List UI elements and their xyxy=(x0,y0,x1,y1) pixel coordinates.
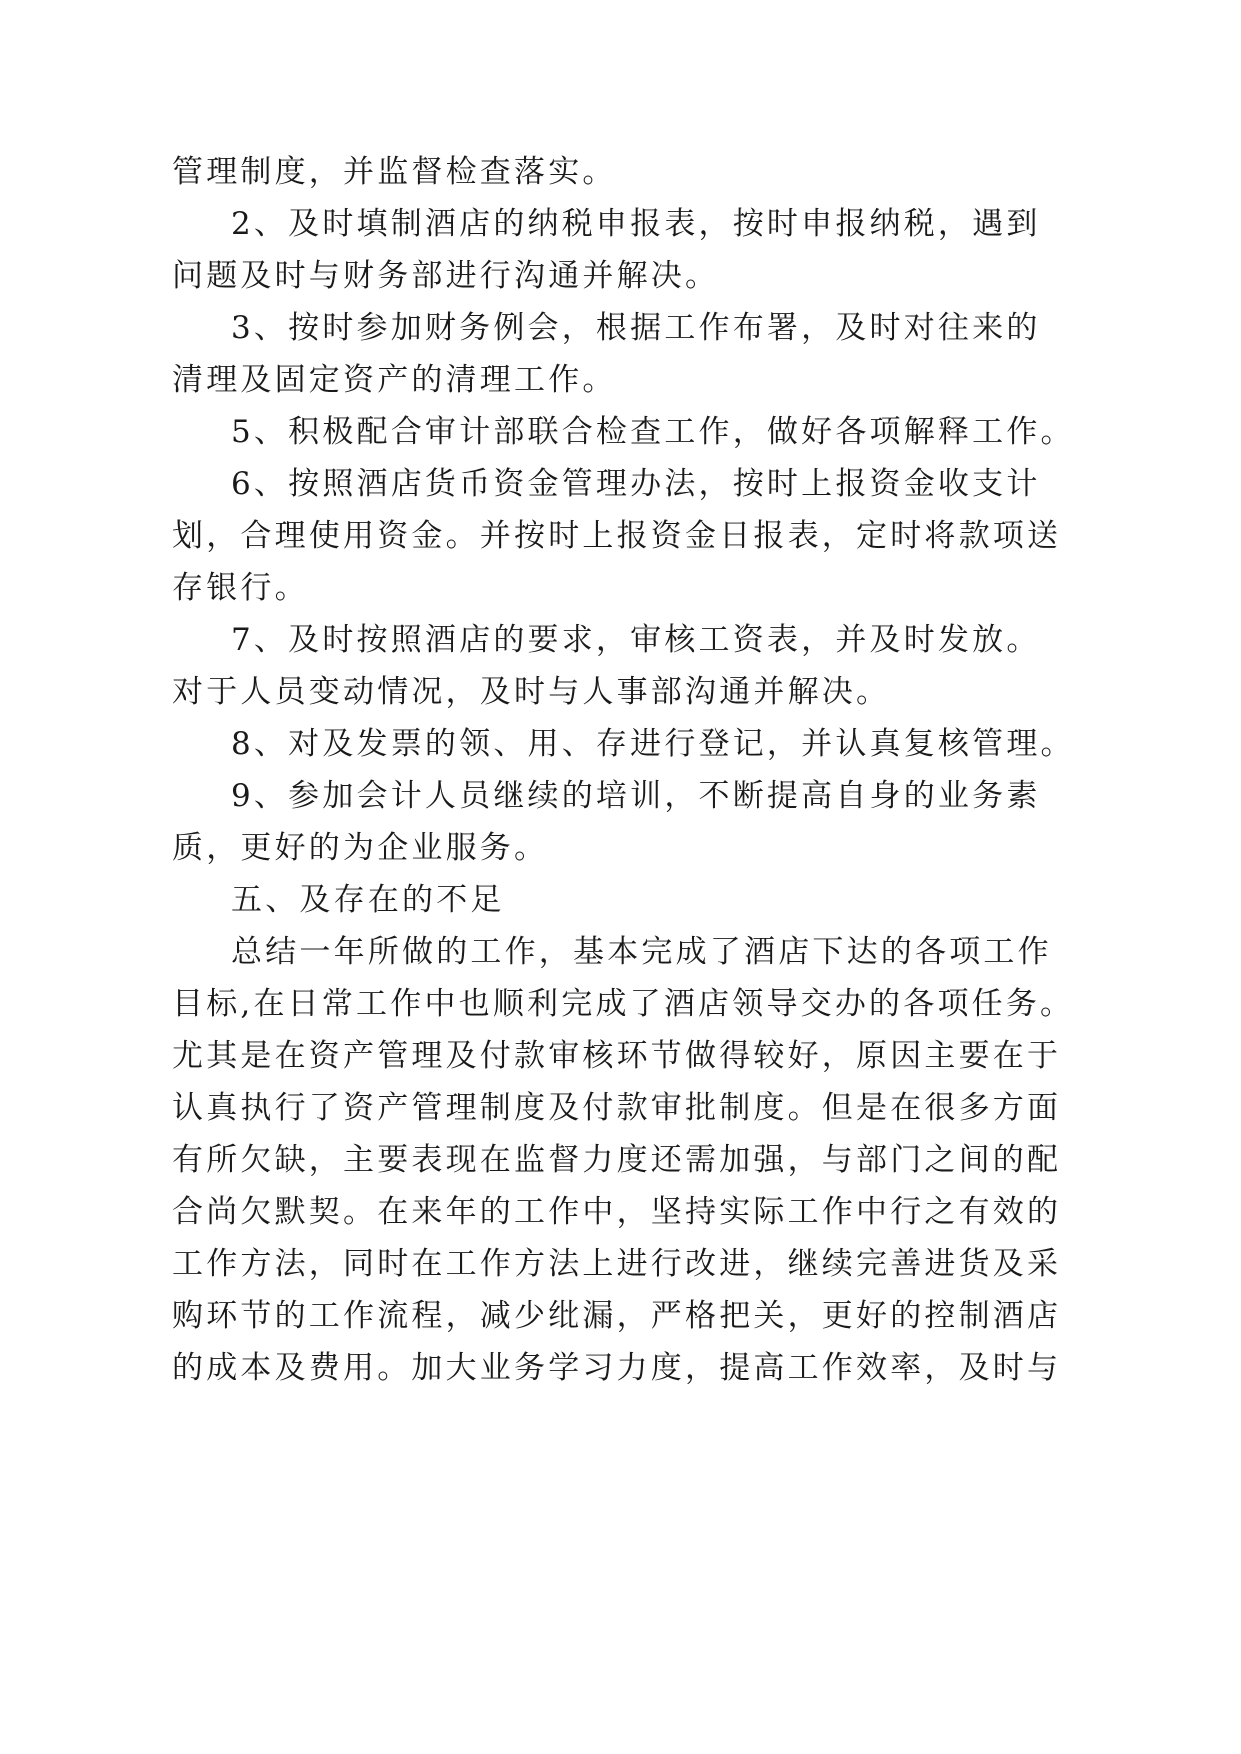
text-line: 9、参加会计人员继续的培训，不断提高自身的业务素 xyxy=(231,778,1041,814)
text-line: 问题及时与财务部进行沟通并解决。 xyxy=(172,258,720,294)
text-line: 存银行。 xyxy=(172,570,309,606)
text-line: 尤其是在资产管理及付款审核环节做得较好，原因主要在于 xyxy=(172,1038,1062,1074)
text-line: 对于人员变动情况，及时与人事部沟通并解决。 xyxy=(172,674,891,710)
text-line: 的成本及费用。加大业务学习力度，提高工作效率，及时与 xyxy=(172,1350,1062,1386)
text-line: 2、及时填制酒店的纳税申报表，按时申报纳税，遇到 xyxy=(231,206,1041,242)
text-line: 目标,在日常工作中也顺利完成了酒店领导交办的各项任务。 xyxy=(172,986,1075,1022)
text-line: 总结一年所做的工作，基本完成了酒店下达的各项工作 xyxy=(231,934,1052,970)
text-line: 有所欠缺，主要表现在监督力度还需加强，与部门之间的配 xyxy=(172,1142,1062,1178)
text-line: 5、积极配合审计部联合检查工作，做好各项解释工作。 xyxy=(231,414,1075,450)
text-line: 合尚欠默契。在来年的工作中，坚持实际工作中行之有效的 xyxy=(172,1194,1062,1230)
text-line: 8、对及发票的领、用、存进行登记，并认真复核管理。 xyxy=(231,726,1075,762)
text-line: 认真执行了资产管理制度及付款审批制度。但是在很多方面 xyxy=(172,1090,1062,1126)
text-line: 管理制度，并监督检查落实。 xyxy=(172,154,617,190)
text-line: 购环节的工作流程，减少纰漏，严格把关，更好的控制酒店 xyxy=(172,1298,1062,1334)
text-line: 质，更好的为企业服务。 xyxy=(172,830,549,866)
text-line: 3、按时参加财务例会，根据工作布署，及时对往来的 xyxy=(231,310,1041,346)
text-line: 工作方法，同时在工作方法上进行改进，继续完善进货及采 xyxy=(172,1246,1062,1282)
text-line: 划，合理使用资金。并按时上报资金日报表，定时将款项送 xyxy=(172,518,1062,554)
text-line: 清理及固定资产的清理工作。 xyxy=(172,362,617,398)
section-heading: 五、及存在的不足 xyxy=(231,882,505,918)
text-line: 7、及时按照酒店的要求，审核工资表，并及时发放。 xyxy=(231,622,1041,658)
text-line: 6、按照酒店货币资金管理办法，按时上报资金收支计 xyxy=(231,466,1041,502)
